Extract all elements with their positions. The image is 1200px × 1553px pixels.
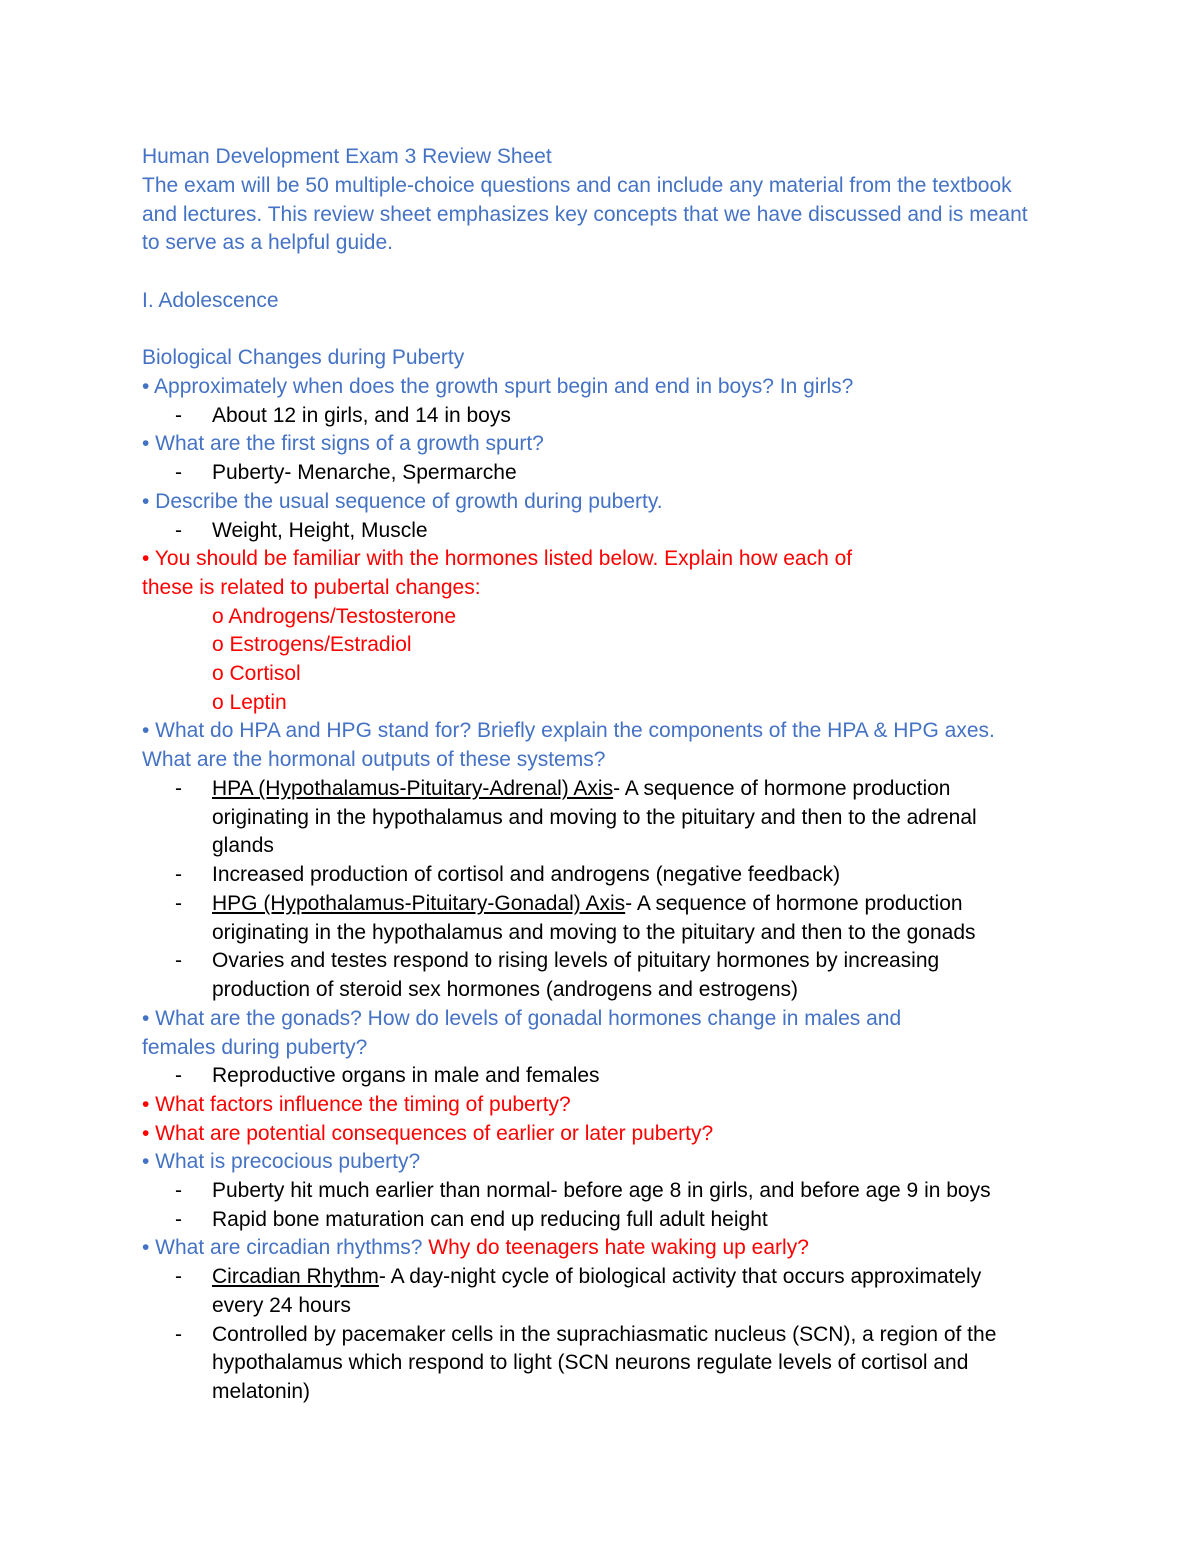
- answer-growth-sequence: Weight, Height, Muscle: [212, 519, 428, 542]
- question-circadian-part-1: • What are circadian rhythms?: [142, 1236, 423, 1259]
- circadian-definition: - A day-night cycle of biological activity that occurs approximately: [378, 1265, 982, 1288]
- answer-precocious-2: Rapid bone maturation can end up reducing full adult height: [212, 1208, 768, 1231]
- hpa-term: HPA (Hypothalamus-Pituitary-Adrenal) Axis: [212, 777, 614, 800]
- dash-marker: -: [175, 777, 182, 800]
- answer-hpg-output-line-2: production of steroid sex hormones (androgens and estrogens): [212, 978, 799, 1001]
- answer-hpg-output-line-1: Ovaries and testes respond to rising levels of pituitary hormones by increasing: [212, 949, 940, 972]
- answer-scn-line-1: Controlled by pacemaker cells in the suprachiasmatic nucleus (SCN), a region of the: [212, 1323, 997, 1346]
- question-growth-sequence: • Describe the usual sequence of growth during puberty.: [142, 490, 663, 513]
- question-hormones-line-2: these is related to pubertal changes:: [142, 576, 481, 599]
- hpg-definition: - A sequence of hormone production: [625, 892, 963, 915]
- answer-hpa-line-3: glands: [212, 834, 274, 857]
- hormone-item: o Leptin: [212, 691, 287, 714]
- dash-marker: -: [175, 1064, 182, 1087]
- question-hormones-line-1: • You should be familiar with the hormones listed below. Explain how each of: [142, 547, 853, 570]
- question-growth-spurt: • Approximately when does the growth spurt begin and end in boys? In girls?: [142, 375, 854, 398]
- dash-marker: -: [175, 892, 182, 915]
- answer-precocious-1: Puberty hit much earlier than normal- before age 8 in girls, and before age 9 in boys: [212, 1179, 991, 1202]
- hpa-definition: - A sequence of hormone production: [613, 777, 951, 800]
- dash-marker: -: [175, 1323, 182, 1346]
- answer-scn-line-2: hypothalamus which respond to light (SCN neurons regulate levels of cortisol and: [212, 1351, 969, 1374]
- dash-marker: -: [175, 1208, 182, 1231]
- answer-first-signs: Puberty- Menarche, Spermarche: [212, 461, 517, 484]
- dash-marker: -: [175, 404, 182, 427]
- dash-marker: -: [175, 949, 182, 972]
- hormone-item: o Androgens/Testosterone: [212, 605, 457, 628]
- intro-line-1: The exam will be 50 multiple-choice questions and can include any material from the textbook: [142, 174, 1012, 197]
- answer-gonads: Reproductive organs in male and females: [212, 1064, 600, 1087]
- answer-circadian-line-1: [212, 1262, 981, 1291]
- hormone-item: o Estrogens/Estradiol: [212, 633, 412, 656]
- question-puberty-timing: • What factors influence the timing of puberty?: [142, 1093, 571, 1116]
- question-circadian-part-2: Why do teenagers hate waking up early?: [422, 1236, 809, 1259]
- question-hpa-hpg-line-1: • What do HPA and HPG stand for? Briefly explain the components of the HPA & HPG axes.: [142, 719, 995, 742]
- section-heading: I. Adolescence: [142, 289, 279, 312]
- answer-growth-spurt: About 12 in girls, and 14 in boys: [212, 404, 511, 427]
- question-gonads-line-2: females during puberty?: [142, 1036, 368, 1059]
- hpg-term: HPG (Hypothalamus-Pituitary-Gonadal) Axis: [212, 892, 626, 915]
- answer-hpg-line-1: [212, 889, 963, 918]
- document-title: Human Development Exam 3 Review Sheet: [142, 145, 552, 168]
- subsection-heading: Biological Changes during Puberty: [142, 346, 465, 369]
- dash-marker: -: [175, 863, 182, 886]
- question-circadian: [142, 1233, 809, 1262]
- answer-scn-line-3: melatonin): [212, 1380, 311, 1403]
- intro-line-3: to serve as a helpful guide.: [142, 231, 393, 254]
- hormone-item: o Cortisol: [212, 662, 301, 685]
- dash-marker: -: [175, 1179, 182, 1202]
- question-gonads-line-1: • What are the gonads? How do levels of gonadal hormones change in males and: [142, 1007, 902, 1030]
- answer-hpa-line-2: originating in the hypothalamus and moving to the pituitary and then to the adrenal: [212, 806, 977, 829]
- question-hpa-hpg-line-2: What are the hormonal outputs of these systems?: [142, 748, 606, 771]
- dash-marker: -: [175, 461, 182, 484]
- answer-hpa-line-1: [212, 774, 951, 803]
- dash-marker: -: [175, 1265, 182, 1288]
- question-puberty-consequences: • What are potential consequences of earlier or later puberty?: [142, 1122, 714, 1145]
- answer-circadian-line-2: every 24 hours: [212, 1294, 351, 1317]
- answer-hpg-line-2: originating in the hypothalamus and moving to the pituitary and then to the gonads: [212, 921, 976, 944]
- intro-line-2: and lectures. This review sheet emphasizes key concepts that we have discussed and is meant: [142, 203, 1028, 226]
- dash-marker: -: [175, 519, 182, 542]
- question-precocious-puberty: • What is precocious puberty?: [142, 1150, 421, 1173]
- question-first-signs: • What are the first signs of a growth spurt?: [142, 432, 544, 455]
- answer-hpa-output: Increased production of cortisol and androgens (negative feedback): [212, 863, 841, 886]
- circadian-term: Circadian Rhythm: [212, 1265, 379, 1288]
